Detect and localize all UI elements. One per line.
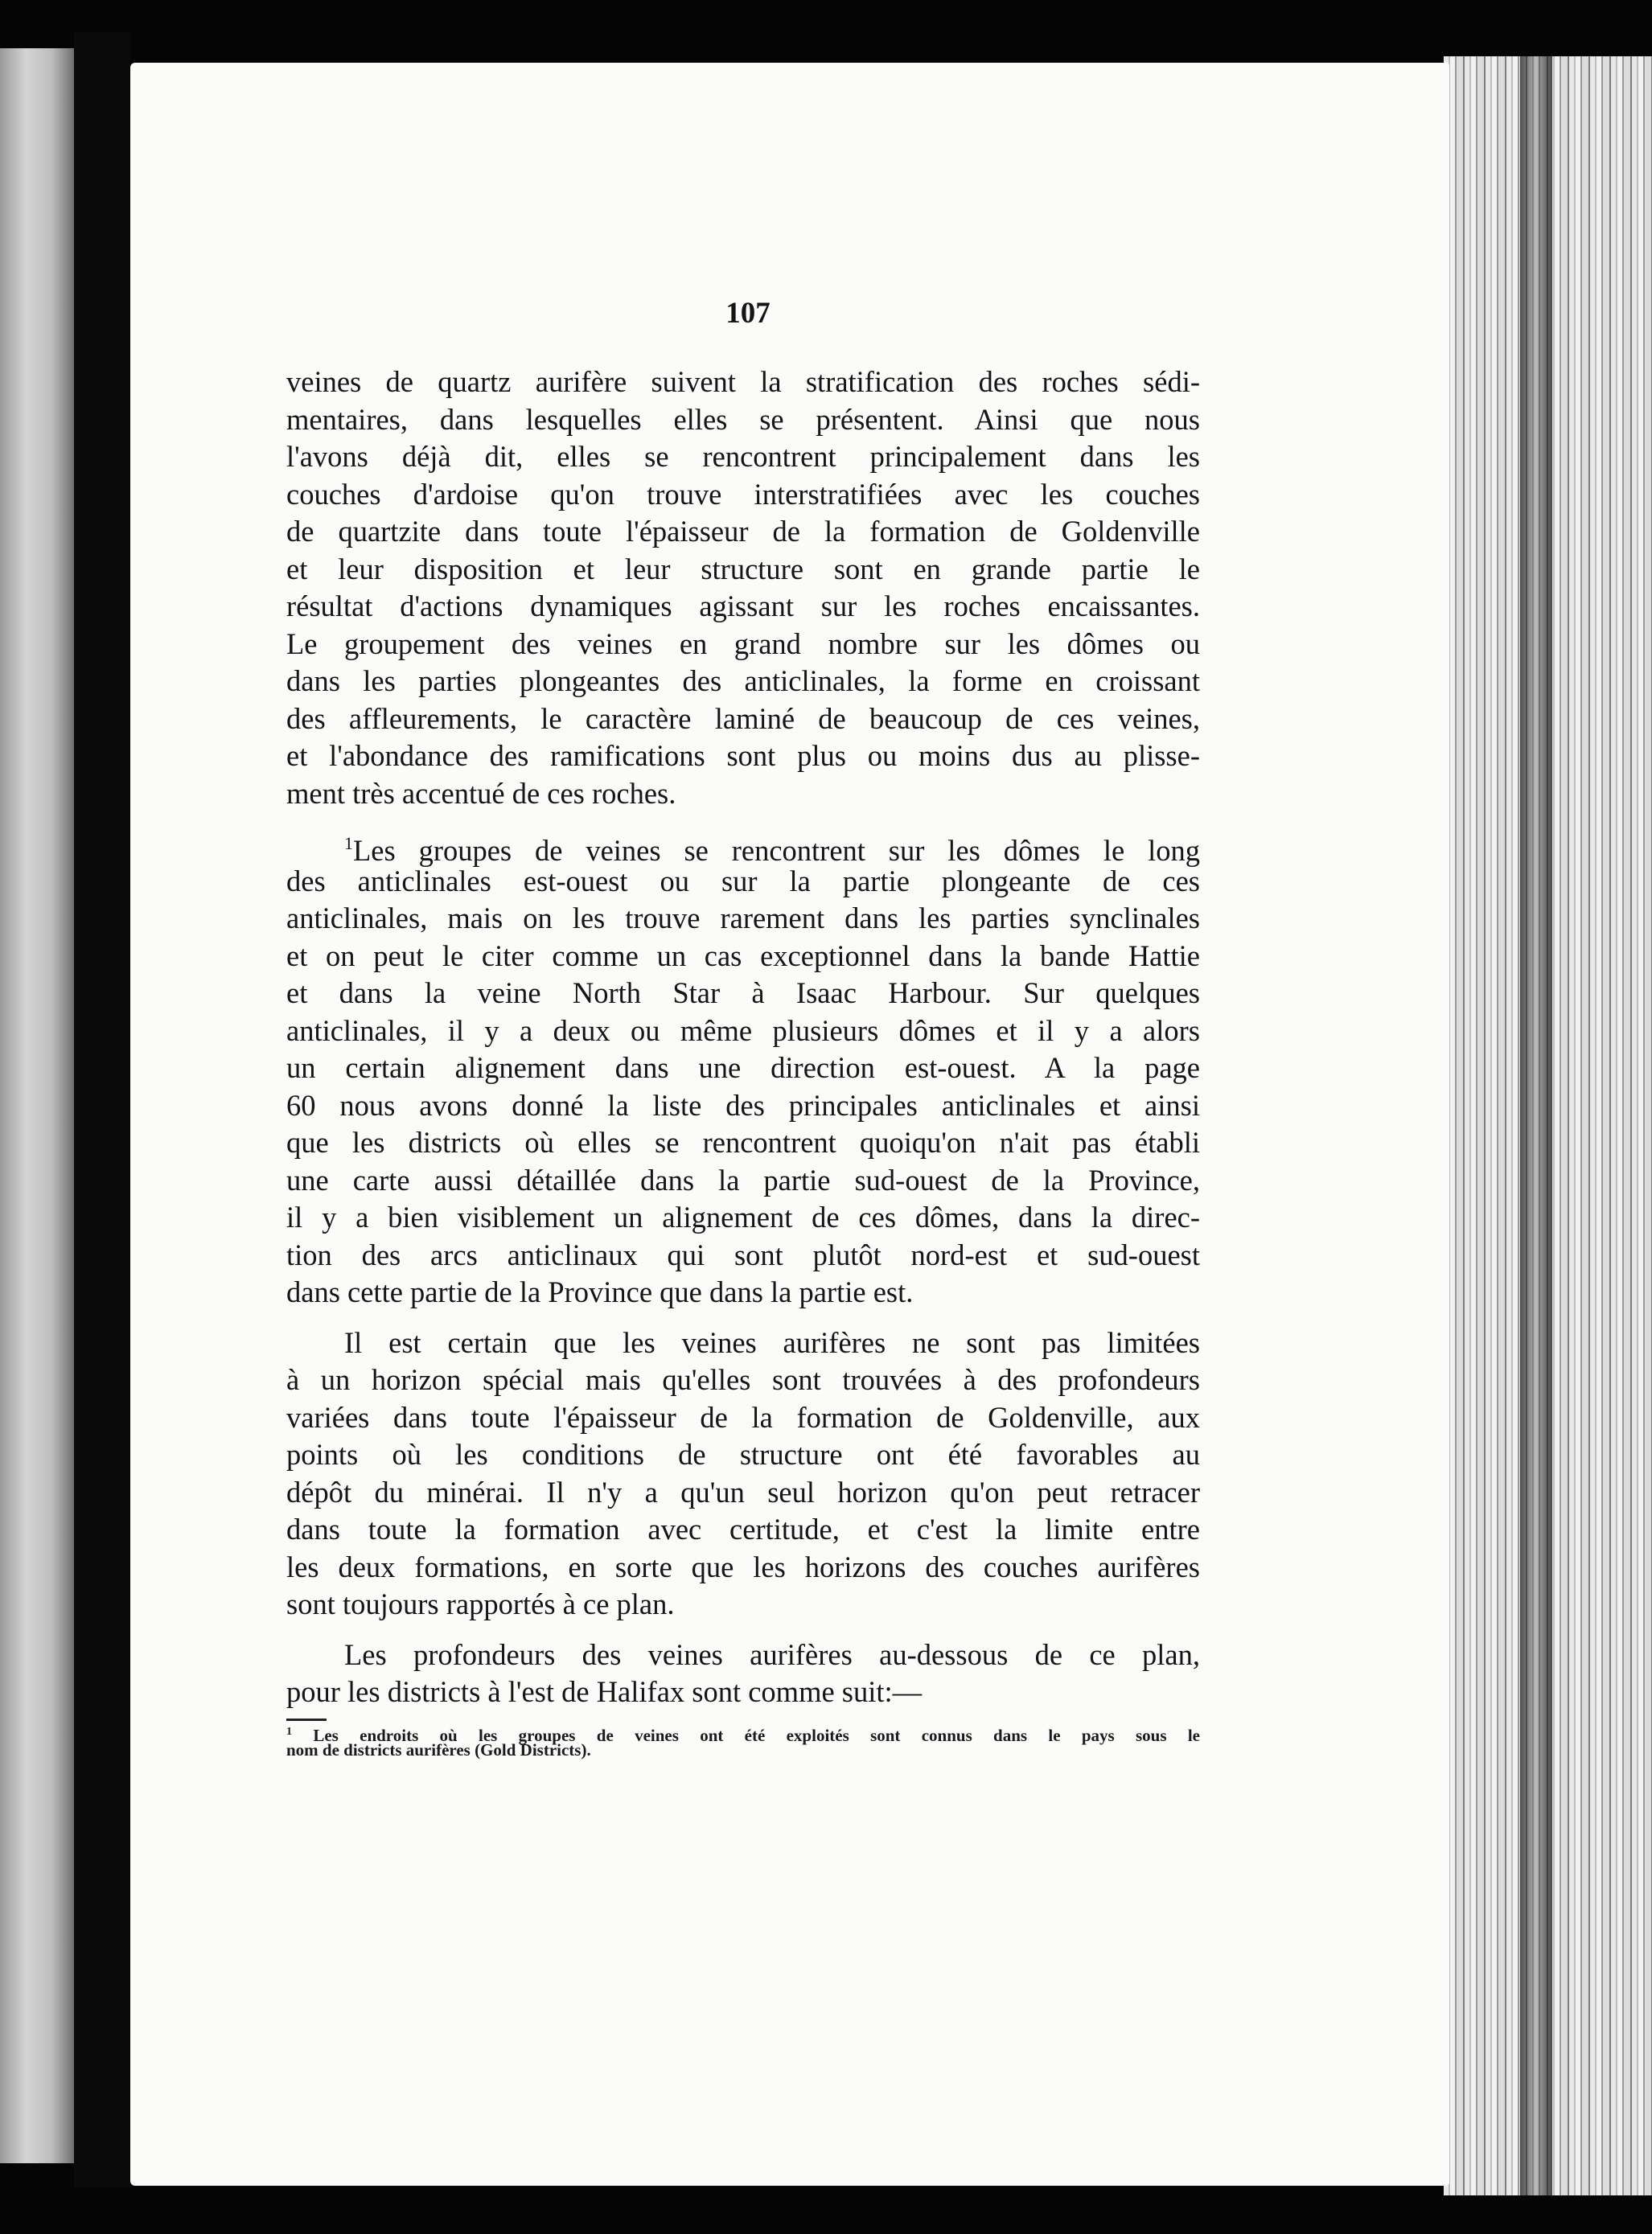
- text-line: les deux formations, en sorte que les horizons des couches aurifères: [286, 1550, 1200, 1583]
- text-line: mentaires, dans lesquelles elles se présentent. Ainsi que nous: [286, 402, 1200, 436]
- text-line: dépôt du minérai. Il n'y a qu'un seul horizon qu'on peut retracer: [286, 1475, 1200, 1509]
- text-line: anticlinales, mais on les trouve rarement dans les parties synclinales: [286, 901, 1200, 934]
- paragraph: [286, 825, 1200, 1312]
- text-line: et on peut le citer comme un cas exceptionnel dans la bande Hattie: [286, 938, 1200, 972]
- text-line: des anticlinales est-ouest ou sur la partie plongeante de ces: [286, 864, 1200, 897]
- text-line: résultat d'actions dynamiques agissant sur les roches encaissantes.: [286, 589, 1200, 622]
- text-line: et l'abondance des ramifications sont plus ou moins dus au plisse-: [286, 739, 1200, 772]
- text-line: couches d'ardoise qu'on trouve interstratifiées avec les couches: [286, 477, 1200, 511]
- text-line: Les profondeurs des veines aurifères au-dessous de ce plan,: [344, 1637, 1200, 1671]
- text-line: et leur disposition et leur structure sont en grande partie le: [286, 552, 1200, 585]
- footnote-line-content: Les endroits où les groupes de veines ont été exploités sont connus dans le pays sous le: [313, 1726, 1200, 1745]
- text-line: l'avons déjà dit, elles se rencontrent principalement dans les: [286, 440, 1200, 473]
- text-line: un certain alignement dans une direction est-ouest. A la page: [286, 1051, 1200, 1084]
- text-line: dans cette partie de la Province que dans la partie est.: [286, 1275, 914, 1308]
- facing-page-edge: [0, 48, 74, 2163]
- footnote-marker: 1: [344, 833, 353, 853]
- text-line: et dans la veine North Star à Isaac Harbour. Sur quelques: [286, 976, 1200, 1009]
- text-line: ment très accentué de ces roches.: [286, 776, 676, 810]
- footnote-rule: [286, 1719, 327, 1721]
- footnote: [286, 1723, 1200, 1760]
- text-line: dans les parties plongeantes des anticlinales, la forme en croissant: [286, 664, 1200, 697]
- text-line: que les districts où elles se rencontrent quoiqu'on n'ait pas établi: [286, 1126, 1200, 1159]
- paragraph: [286, 1636, 1200, 1711]
- page-number: 107: [725, 297, 771, 330]
- text-line: des affleurements, le caractère laminé de beaucoup de ces veines,: [286, 701, 1200, 735]
- paragraph: [286, 363, 1200, 812]
- footnote-line: nom de districts aurifères (Gold Districts).: [286, 1740, 591, 1760]
- text-line: dans toute la formation avec certitude, et c'est la limite entre: [286, 1513, 1200, 1546]
- book-gutter: [74, 32, 130, 2187]
- text-line: Il est certain que les veines aurifères ne sont pas limitées: [344, 1325, 1200, 1359]
- text-line: pour les districts à l'est de Halifax sont comme suit:—: [286, 1675, 923, 1708]
- paragraph: [286, 1324, 1200, 1624]
- footnote-line: [286, 1723, 1200, 1745]
- body-text: [286, 363, 1200, 1711]
- text-line-content: Les groupes de veines se rencontrent sur les dômes le long: [353, 834, 1200, 867]
- text-line: veines de quartz aurifère suivent la stratification des roches sédi-: [286, 365, 1200, 398]
- text-line: variées dans toute l'épaisseur de la formation de Goldenville, aux: [286, 1400, 1200, 1434]
- text-line: [286, 825, 1200, 867]
- text-line: Le groupement des veines en grand nombre sur les dômes ou: [286, 626, 1200, 660]
- text-line: il y a bien visiblement un alignement de ces dômes, dans la direc-: [286, 1201, 1200, 1234]
- text-line: à un horizon spécial mais qu'elles sont trouvées à des profondeurs: [286, 1363, 1200, 1396]
- text-line: une carte aussi détaillée dans la partie sud-ouest de la Province,: [286, 1163, 1200, 1197]
- text-line: 60 nous avons donné la liste des principales anticlinales et ainsi: [286, 1088, 1200, 1122]
- footnote-marker: 1: [286, 1726, 292, 1738]
- text-line: anticlinales, il y a deux ou même plusieurs dômes et il y a alors: [286, 1013, 1200, 1047]
- text-line: points où les conditions de structure ont été favorables au: [286, 1438, 1200, 1471]
- text-line: de quartzite dans toute l'épaisseur de la formation de Goldenville: [286, 515, 1200, 548]
- text-line: sont toujours rapportés à ce plan.: [286, 1587, 675, 1620]
- page-stack-shadow: [1520, 56, 1552, 2195]
- text-line: tion des arcs anticlinaux qui sont plutôt nord-est et sud-ouest: [286, 1238, 1200, 1271]
